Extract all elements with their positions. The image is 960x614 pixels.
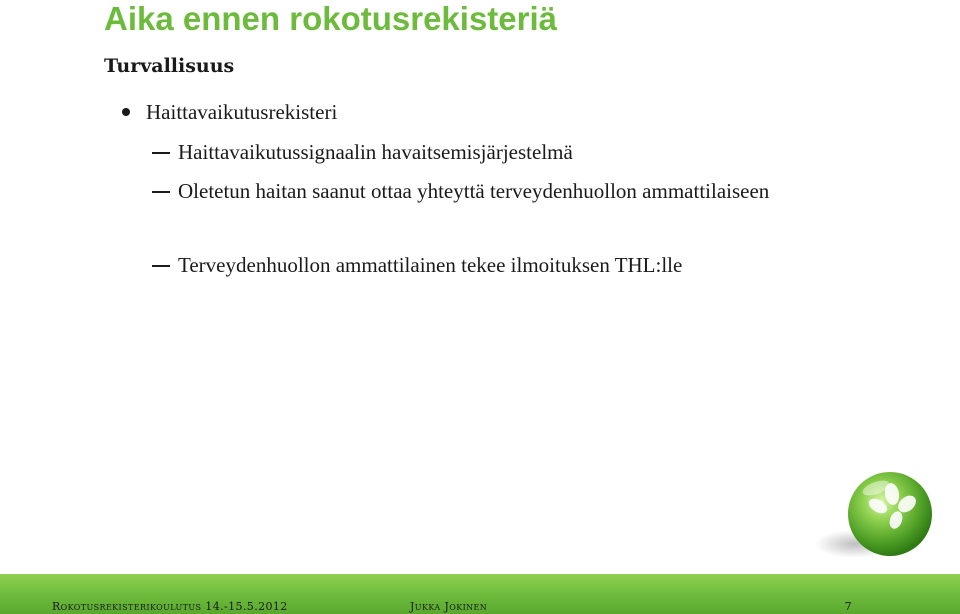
footer-author: Jukka Jokinen — [410, 600, 488, 613]
sub-item-text: Oletetun haitan saanut ottaa yhteyttä terveydenhuollon ammattilaiseen — [178, 179, 770, 203]
dash-icon — [152, 265, 170, 267]
bullet-dot-icon — [122, 108, 130, 116]
slide-subtitle: Turvallisuus — [104, 55, 235, 77]
bullet-text: Haittavaikutusrekisteri — [146, 100, 338, 124]
footer-bar — [0, 574, 960, 614]
slide-title: Aika ennen rokotusrekisteriä — [104, 0, 558, 37]
dash-icon — [152, 152, 170, 154]
sub-item-text: Haittavaikutussignaalin havaitsemisjärjestelmä — [178, 140, 573, 164]
page-number: 7 — [844, 600, 852, 613]
sub-item-3 — [152, 249, 818, 282]
sub-item-1 — [152, 136, 818, 169]
bullet-item — [122, 99, 337, 125]
sub-item-text: Terveydenhuollon ammattilainen tekee ilmoituksen THL:lle — [178, 253, 683, 277]
dash-icon — [152, 191, 170, 193]
green-sphere-logo-icon — [810, 462, 940, 572]
sub-item-2 — [152, 175, 818, 208]
footer-event: Rokotusrekisterikoulutus 14.-15.5.2012 — [52, 600, 288, 613]
